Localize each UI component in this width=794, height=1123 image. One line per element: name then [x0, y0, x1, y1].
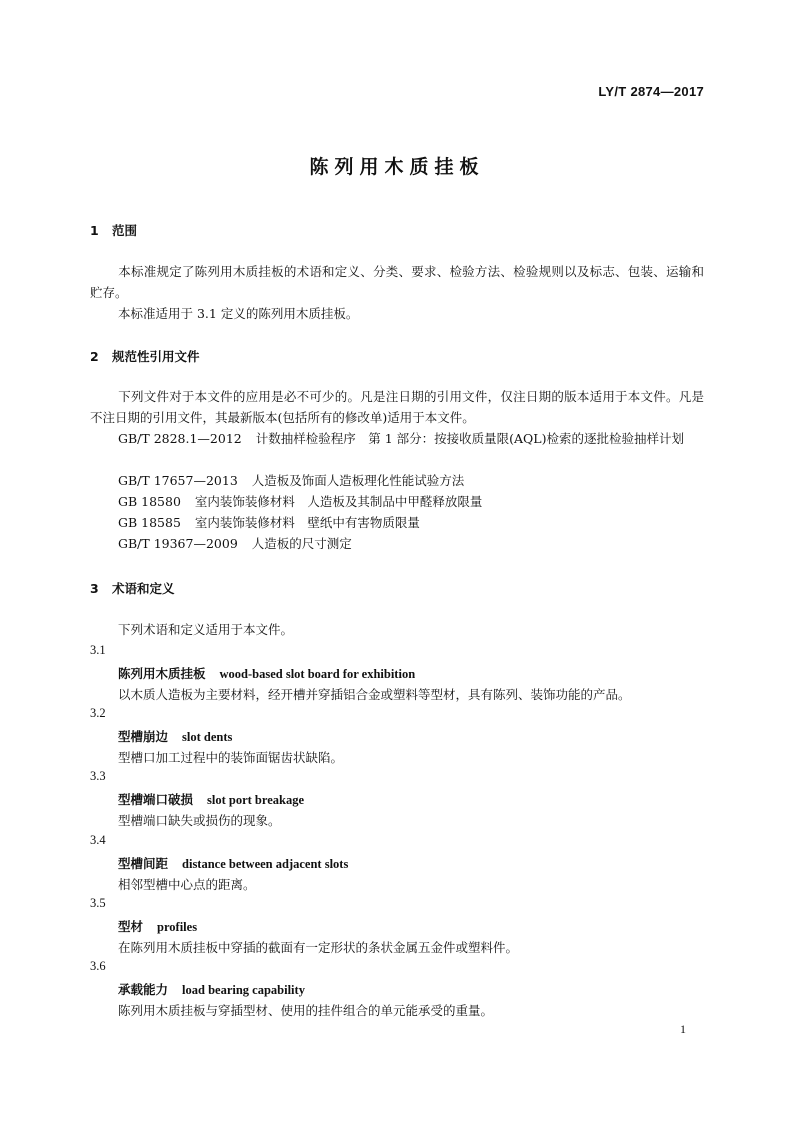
clause-number: 3.6 — [90, 959, 106, 973]
standard-number: LY/T 2874—2017 — [598, 84, 704, 99]
reference-code: GB 18580 — [118, 494, 181, 509]
paragraph-text: 下列文件对于本文件的应用是必不可少的。凡是注日期的引用文件，仅注日期的版本适用于本文件。凡是不注日期的引用文件，其最新版本(包括所有的修改单)适用于本文件。 — [90, 389, 704, 425]
section-title: 范围 — [112, 223, 138, 238]
term-entry — [118, 980, 305, 998]
reference-item — [118, 470, 464, 491]
term-entry — [118, 917, 197, 935]
term-english: slot dents — [182, 730, 233, 744]
reference-title: 计数抽样检验程序 第 1 部分：按接收质量限(AQL)检索的逐批检验抽样计划 — [255, 431, 684, 446]
term-chinese: 型槽间距 — [118, 856, 169, 871]
reference-code: GB/T 19367—2009 — [118, 536, 238, 551]
paragraph-text: 本标准规定了陈列用木质挂板的术语和定义、分类、要求、检验方法、检验规则以及标志、包装、运输和贮存。 — [90, 264, 704, 300]
term-definition: 在陈列用木质挂板中穿插的截面有一定形状的条状金属五金件或塑料件。 — [118, 940, 519, 955]
term-english: profiles — [157, 920, 198, 934]
term-chinese: 承载能力 — [118, 982, 169, 997]
document-title: 陈列用木质挂板 — [309, 156, 485, 178]
reference-code: GB/T 2828.1—2012 — [118, 431, 242, 446]
section-2-intro — [90, 386, 704, 428]
reference-title: 室内装饰装修材料 壁纸中有害物质限量 — [194, 515, 420, 530]
paragraph-text: 本标准适用于 3.1 定义的陈列用木质挂板。 — [118, 306, 359, 321]
reference-code: GB 18585 — [118, 515, 181, 530]
paragraph-text: 下列术语和定义适用于本文件。 — [118, 622, 294, 637]
section-1-paragraph-2 — [90, 303, 704, 324]
term-english: slot port breakage — [207, 793, 305, 807]
section-number: 3 — [90, 581, 99, 596]
term-definition: 陈列用木质挂板与穿插型材、使用的挂件组合的单元能承受的重量。 — [118, 1003, 494, 1018]
term-english: load bearing capability — [182, 983, 305, 997]
term-english: distance between adjacent slots — [182, 857, 349, 871]
term-definition: 型槽口加工过程中的装饰面锯齿状缺陷。 — [118, 750, 344, 765]
term-entry — [118, 664, 415, 682]
section-1-heading — [90, 221, 137, 239]
reference-item — [118, 491, 482, 512]
reference-item — [118, 533, 352, 554]
term-entry — [118, 854, 348, 872]
term-english: wood-based slot board for exhibition — [219, 667, 416, 681]
section-3-intro — [90, 619, 704, 640]
clause-number: 3.1 — [90, 643, 106, 657]
clause-number: 3.4 — [90, 833, 106, 847]
section-2-heading — [90, 347, 200, 365]
reference-title: 室内装饰装修材料 人造板及其制品中甲醛释放限量 — [194, 494, 483, 509]
section-title: 术语和定义 — [112, 581, 175, 596]
term-entry — [118, 727, 232, 745]
term-entry — [118, 790, 304, 808]
section-number: 1 — [90, 223, 99, 238]
term-definition: 型槽端口缺失或损伤的现象。 — [118, 813, 281, 828]
reference-title: 人造板的尺寸测定 — [251, 536, 352, 551]
term-chinese: 型材 — [118, 919, 144, 934]
reference-code: GB/T 17657—2013 — [118, 473, 238, 488]
section-number: 2 — [90, 349, 99, 364]
term-chinese: 型槽端口破损 — [118, 792, 194, 807]
term-definition: 相邻型槽中心点的距离。 — [118, 877, 256, 892]
page-number: 1 — [680, 1022, 686, 1036]
reference-item — [118, 512, 420, 533]
section-3-heading — [90, 579, 175, 597]
term-chinese: 型槽崩边 — [118, 729, 169, 744]
term-chinese: 陈列用木质挂板 — [118, 666, 206, 681]
clause-number: 3.5 — [90, 896, 106, 910]
section-title: 规范性引用文件 — [112, 349, 200, 364]
clause-number: 3.2 — [90, 706, 106, 720]
reference-item — [90, 428, 704, 449]
section-1-paragraph-1 — [90, 261, 704, 303]
clause-number: 3.3 — [90, 769, 106, 783]
reference-title: 人造板及饰面人造板理化性能试验方法 — [251, 473, 465, 488]
term-definition: 以木质人造板为主要材料，经开槽并穿插铝合金或塑料等型材，具有陈列、装饰功能的产品。 — [118, 687, 631, 702]
